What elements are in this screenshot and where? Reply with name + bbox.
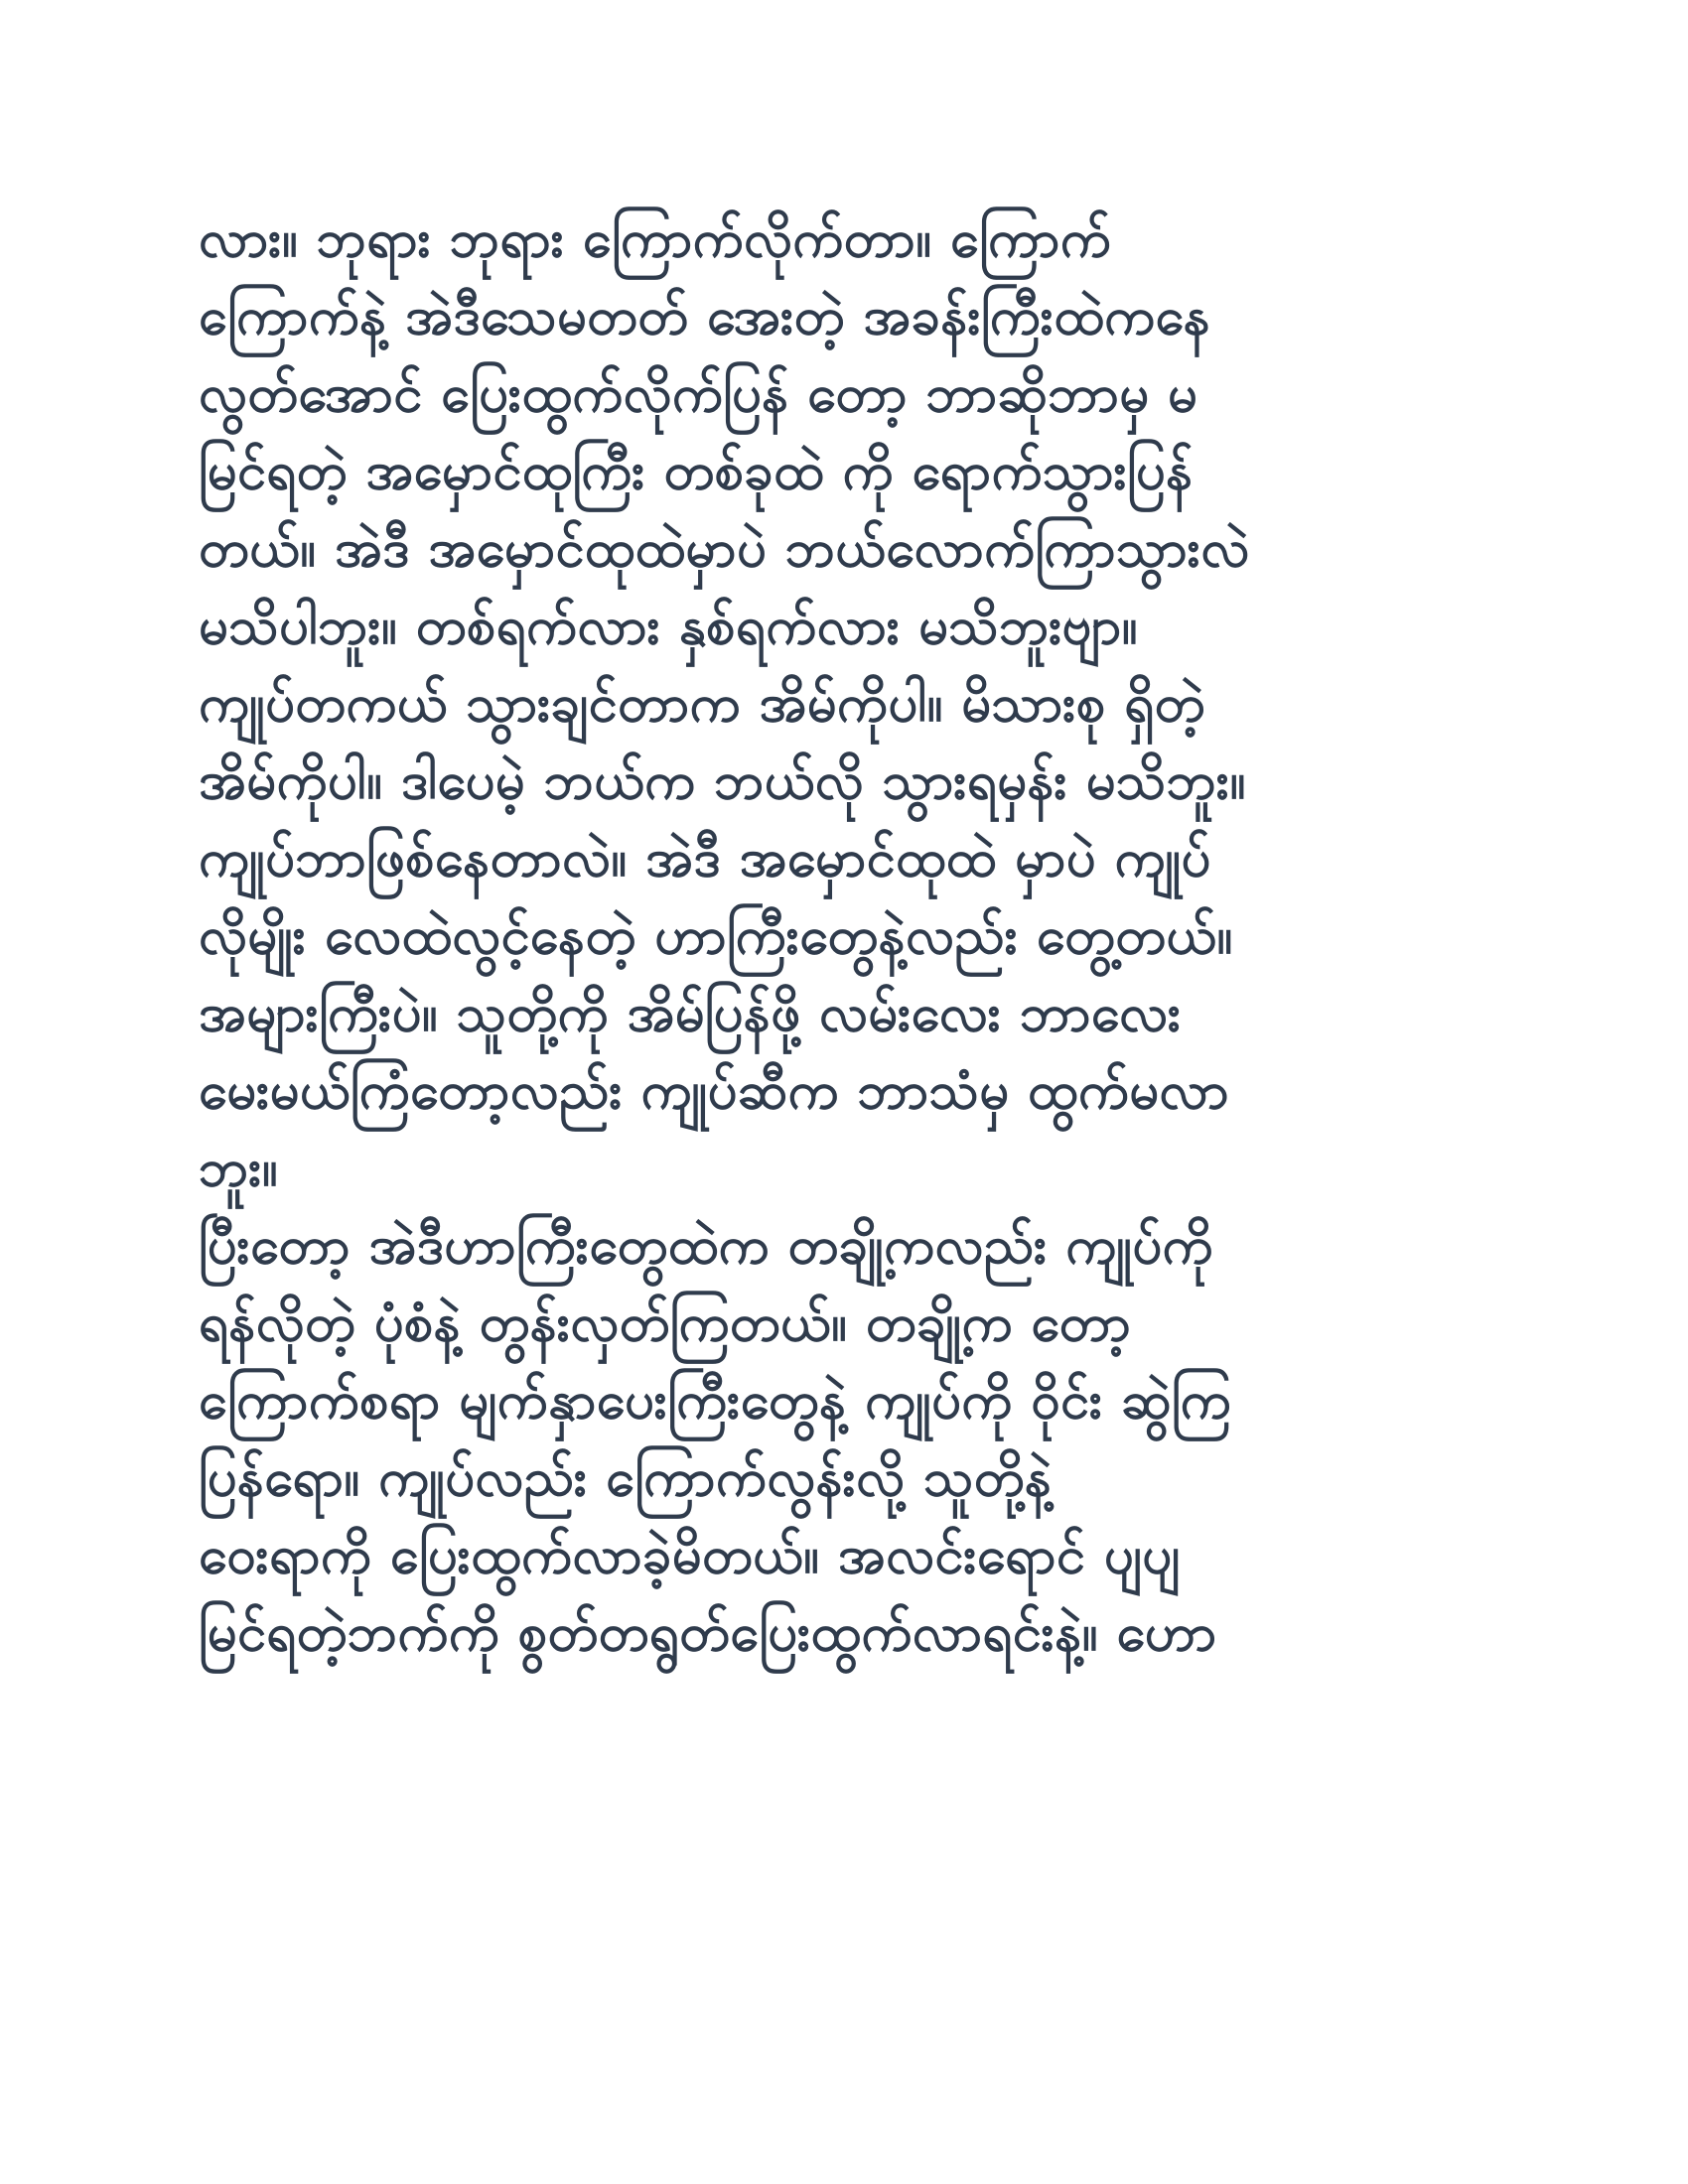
text-line: ကြောက်နဲ့ အဲဒီသေမတတ် အေးတဲ့ အခန်းကြီးထဲကနေ [199, 287, 1211, 346]
text-line: ပြီးတော့ အဲဒီဟာကြီးတွေထဲက တချို့ကလည်း ကျုပ်ကို [199, 1216, 1213, 1276]
text-line: အများကြီးပဲ။ သူတို့ကို အိမ်ပြန်ဖို့ လမ်းလေး ဘာလေး [199, 984, 1182, 1043]
text-line: အိမ်ကိုပါ။ ဒါပေမဲ့ ဘယ်က ဘယ်လို သွားရမှန်း မသိဘူး။ [199, 751, 1246, 811]
text-line: ကျုပ်တကယ် သွားချင်တာက အိမ်ကိုပါ။ မိသားစု ရှိတဲ့ [199, 674, 1205, 734]
text-line: မြင်ရတဲ့ အမှောင်ထုကြီး တစ်ခုထဲ ကို ရောက်သွားပြန် [199, 442, 1194, 501]
text-line: ရန်လိုတဲ့ ပုံစံနဲ့ တွန်းလှတ်ကြတယ်။ တချို့က တော့ [199, 1294, 1132, 1353]
text-line: မြင်ရတဲ့ဘက်ကို စွတ်တရွတ်ပြေးထွက်လာရင်းနဲ့။ ဟော [199, 1603, 1217, 1663]
text-line: ဝေးရာကို ပြေးထွက်လာခဲ့မိတယ်။ အလင်းရောင် ပျပျ [199, 1526, 1181, 1585]
text-line: ကြောက်စရာ မျက်နှာပေးကြီးတွေနဲ့ ကျုပ်ကို ဝိုင်း ဆွဲကြ [199, 1371, 1232, 1431]
text-line: လား။ ဘုရား ဘုရား ကြောက်လိုက်တာ။ ကြောက် [199, 209, 1112, 269]
text-line: လိုမျိုး လေထဲလွင့်နေတဲ့ ဟာကြီးတွေနဲ့လည်း တွေ့တယ်။ [199, 906, 1233, 966]
text-line: ဘူး။ [199, 1139, 279, 1198]
text-line: လွတ်အောင် ပြေးထွက်လိုက်ပြန် တော့ ဘာဆိုဘာမှ မ [199, 364, 1198, 424]
body-text [199, 201, 1489, 1672]
text-line: မေးမယ်ကြံတော့လည်း ကျုပ်ဆီက ဘာသံမှ ထွက်မလာ [199, 1061, 1230, 1121]
text-line: ပြန်ရော။ ကျုပ်လည်း ကြောက်လွန်းလို့ သူတို့နဲ့ [199, 1448, 1053, 1508]
text-line: တယ်။ အဲဒီ အမှောင်ထုထဲမှာပဲ ဘယ်လောက်ကြာသွားလဲ [199, 519, 1250, 579]
text-line: မသိပါဘူး။ တစ်ရက်လား နှစ်ရက်လား မသိဘူးဗျာ။ [199, 597, 1138, 656]
text-line: ကျုပ်ဘာဖြစ်နေတာလဲ။ အဲဒီ အမှောင်ထုထဲ မှာပဲ ကျုပ် [199, 829, 1211, 888]
